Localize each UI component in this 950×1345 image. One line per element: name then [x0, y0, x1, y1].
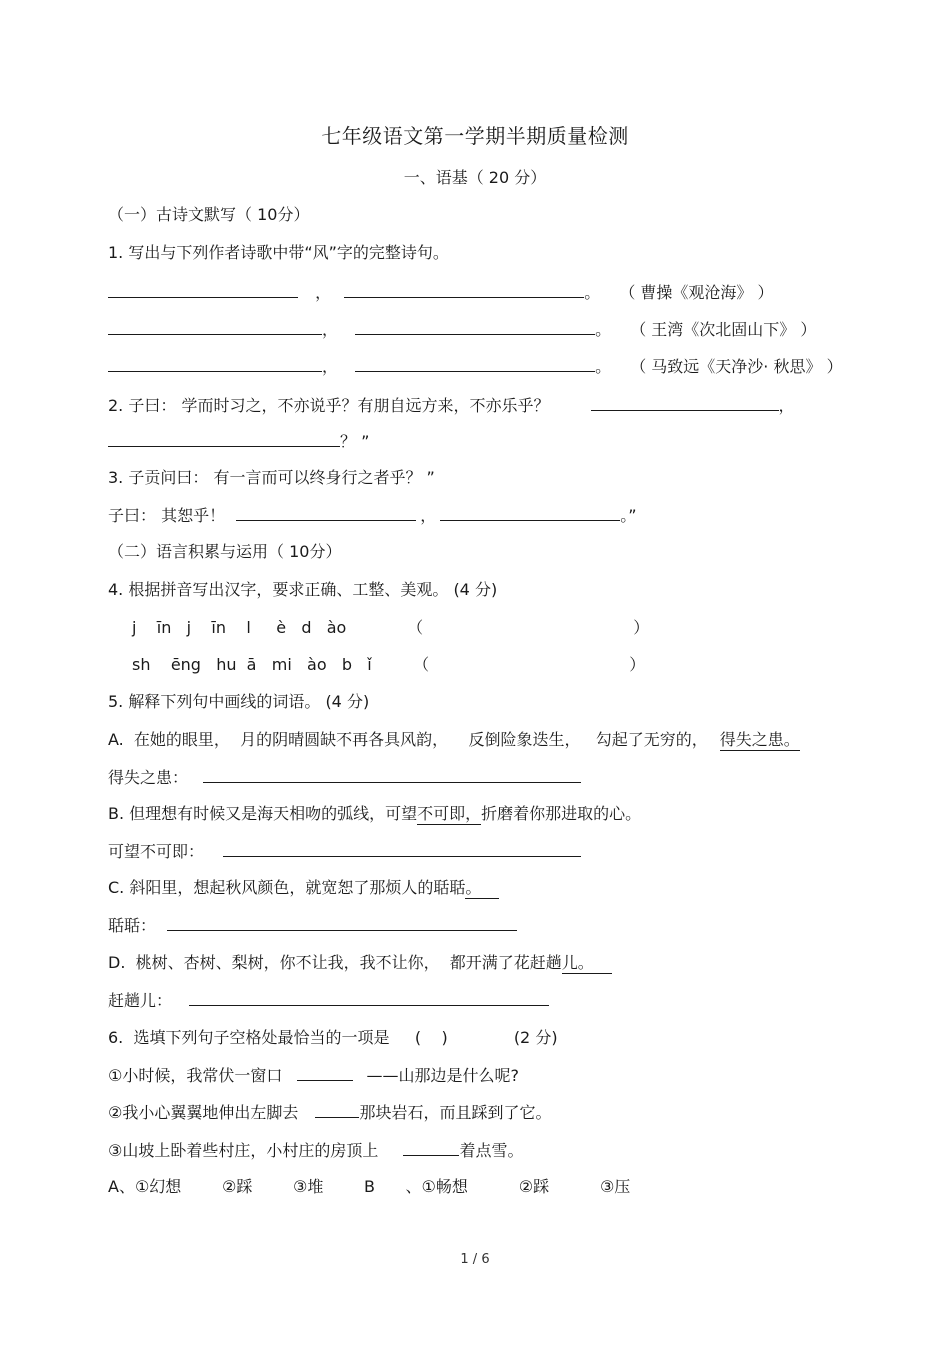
- answer-label: 聒聒：: [108, 916, 157, 935]
- answer-blank[interactable]: [108, 430, 340, 447]
- q1-row-2: [108, 318, 816, 341]
- comma: ，: [778, 396, 795, 415]
- answer-blank[interactable]: [108, 355, 322, 372]
- sentence: ③山坡上卧着些村庄，小村庄的房顶上: [108, 1141, 379, 1160]
- answer-blank[interactable]: [355, 318, 595, 335]
- comma: ，: [322, 320, 339, 339]
- answer-blank[interactable]: [108, 318, 322, 335]
- source-citation: （ 王湾《次北固山下》 ）: [630, 320, 817, 339]
- answer-blank[interactable]: [189, 989, 549, 1006]
- sentence: ②我小心翼翼地伸出左脚去: [108, 1103, 299, 1122]
- answer-blank[interactable]: [297, 1064, 353, 1081]
- q6-options: A、①幻想 ②踩 ③堆 B 、①畅想 ②踩 ③压: [108, 1177, 631, 1196]
- answer-blank[interactable]: [236, 504, 416, 521]
- sentence: A. 在她的眼里， 月的阴晴圆缺不再各具风韵， 反倒险象迭生， 勾起了无穷的，: [108, 730, 708, 749]
- underlined-word: 得失之患。: [719, 730, 800, 749]
- underlined-word: 不可即，: [417, 804, 482, 823]
- question-text: 子曰： 其恕乎！: [108, 506, 226, 525]
- question-5: 5. 解释下列句中画线的词语。 (4 分): [108, 692, 370, 711]
- comma: ，: [322, 357, 339, 376]
- source-citation: （ 马致远《天净沙· 秋思》 ）: [630, 357, 843, 376]
- paren-close: ）: [633, 618, 650, 637]
- q5-item-d: [108, 952, 612, 974]
- question-4: 4. 根据拼音写出汉字，要求正确、工整、美观。 (4 分): [108, 580, 498, 599]
- answer-blank[interactable]: [203, 766, 581, 783]
- sentence: B. 但理想有时候又是海天相吻的弧线，可望: [108, 804, 418, 823]
- question-2-cont: [108, 430, 369, 453]
- question-1: 1. 写出与下列作者诗歌中带“风”字的完整诗句。: [108, 243, 449, 262]
- answer-blank[interactable]: [344, 281, 584, 298]
- q6-sentence-2: [108, 1101, 551, 1124]
- question-3-cont: [108, 504, 637, 527]
- answer-label: 可望不可即：: [108, 842, 205, 861]
- q1-row-1: [108, 281, 774, 304]
- sentence: ——山那边是什么呢?: [366, 1066, 520, 1085]
- sentence: ①小时候，我常伏一窗口: [108, 1066, 283, 1085]
- answer-blank[interactable]: [223, 840, 581, 857]
- q5-item-a: [108, 729, 800, 751]
- sentence: C. 斜阳里，想起秋风颜色，就宽恕了那烦人的聒聒: [108, 878, 466, 897]
- sentence: 那块岩石，而且踩到了它。: [359, 1103, 552, 1122]
- paren-close: ）: [629, 655, 646, 674]
- q6-sentence-1: [108, 1064, 519, 1087]
- pinyin: sh ēng hu ā mi ào b ǐ: [132, 655, 372, 674]
- pinyin-row-1: [132, 617, 649, 639]
- sentence: 折磨着你那进取的心。: [481, 804, 642, 823]
- answer-blank[interactable]: [315, 1101, 359, 1118]
- period: 。: [584, 283, 601, 302]
- underlined-word: 儿。: [562, 953, 612, 974]
- period: 。: [595, 357, 612, 376]
- answer-blank[interactable]: [591, 394, 779, 411]
- answer-blank[interactable]: [167, 914, 517, 931]
- paren-open: （: [413, 655, 430, 674]
- period: 。: [595, 320, 612, 339]
- q5-answer-a: [108, 766, 581, 789]
- underlined-word: 。: [465, 878, 499, 899]
- page-number: 1 / 6: [460, 1252, 490, 1267]
- q5-answer-d: [108, 989, 549, 1012]
- question-3: 3. 子贡问曰： 有一言而可以终身行之者乎？ ”: [108, 468, 435, 487]
- pinyin: j īn j īn l è d ào: [132, 618, 347, 637]
- answer-blank[interactable]: [403, 1139, 459, 1156]
- comma: ，: [315, 283, 332, 302]
- question-2: [108, 394, 795, 417]
- answer-blank[interactable]: [108, 281, 298, 298]
- part-heading: （二）语言积累与运用（ 10分）: [108, 542, 342, 561]
- q1-row-3: [108, 355, 843, 378]
- sentence: 着点雪。: [459, 1141, 524, 1160]
- page-title: 七年级语文第一学期半期质量检测: [321, 124, 629, 148]
- sentence: D. 桃树、杏树、梨树，你不让我，我不让你， 都开满了花赶趟: [108, 953, 562, 972]
- quote-end: 。”: [620, 506, 637, 525]
- source-citation: （ 曹操《观沧海》 ）: [619, 283, 774, 302]
- answer-blank[interactable]: [440, 504, 620, 521]
- question-6: 6. 选填下列句子空格处最恰当的一项是 ( ) (2 分): [108, 1028, 558, 1047]
- part-heading: （一）古诗文默写（ 10分）: [108, 205, 310, 224]
- q5-item-c: [108, 877, 499, 899]
- quote-end: ？ ”: [340, 432, 370, 451]
- q5-answer-c: [108, 914, 517, 937]
- comma: ，: [420, 506, 437, 525]
- q6-sentence-3: [108, 1139, 523, 1162]
- paren-open: （: [407, 618, 424, 637]
- section-heading: 一、语基（ 20 分）: [403, 168, 547, 187]
- pinyin-row-2: [132, 654, 645, 676]
- answer-label: 得失之患：: [108, 768, 189, 787]
- answer-label: 赶趟儿：: [108, 991, 173, 1010]
- answer-blank[interactable]: [355, 355, 595, 372]
- question-text: 2. 子曰： 学而时习之，不亦说乎？有朋自远方来，不亦乐乎？: [108, 396, 550, 415]
- q5-item-b: [108, 803, 641, 825]
- q5-answer-b: [108, 840, 581, 863]
